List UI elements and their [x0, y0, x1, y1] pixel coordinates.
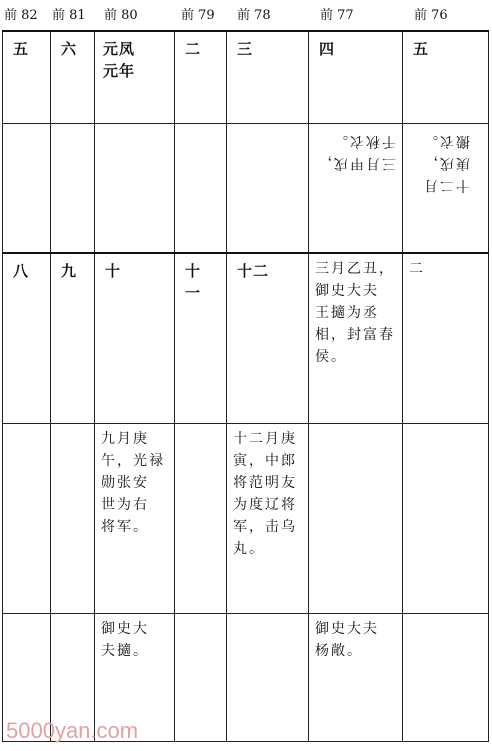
reign-year-label: 九 — [61, 262, 78, 280]
reign-year-label: 八 — [13, 262, 30, 280]
reign-year-cell — [95, 31, 175, 123]
event-cell — [3, 123, 51, 253]
reign-year-cell — [51, 31, 95, 123]
year-header-2: 前 81 — [52, 8, 86, 23]
reign-year-label: 五 — [413, 40, 430, 58]
event-cell — [51, 423, 95, 613]
reign-year-cell — [51, 253, 95, 423]
reign-year-cell — [95, 253, 175, 423]
event-entry: 御史大 夫擿。 — [101, 620, 149, 659]
event-cell — [403, 423, 489, 613]
site-watermark: 5000yan.com — [6, 718, 139, 743]
year-header-4: 前 79 — [181, 8, 215, 23]
reign-year-label: 四 — [319, 40, 336, 58]
chronology-table — [2, 30, 489, 742]
event-entry: 三月乙丑， 御史大夫 王擿为丞 相，封富春 侯。 — [315, 261, 395, 365]
reign-year-label: 二 — [409, 261, 425, 277]
event-cell — [309, 613, 403, 741]
event-entry: 十二月庚 寅，中郎 将范明友 为度辽将 军，击乌 丸。 — [233, 430, 297, 557]
event-cell — [175, 613, 227, 741]
reign-year-label: 六 — [61, 40, 78, 58]
reign-year-cell — [175, 31, 227, 123]
reign-year-cell — [403, 253, 489, 423]
event-cell — [227, 423, 309, 613]
event-cell — [309, 253, 403, 423]
reign-year-label: 十二 — [237, 262, 270, 280]
rotated-entry: 三月甲戌， 千秋衣。 — [315, 132, 396, 171]
year-header-7: 前 76 — [414, 8, 448, 23]
reign-year-cell — [403, 31, 489, 123]
event-entry: 御史大夫 杨敞。 — [315, 620, 379, 659]
event-cell — [403, 613, 489, 741]
rotated-wrap — [309, 124, 402, 174]
event-cell — [227, 123, 309, 253]
reign-year-label: 十 — [105, 262, 122, 280]
year-header-3: 前 80 — [104, 8, 138, 23]
reign-year-cell — [227, 253, 309, 423]
event-cell — [51, 123, 95, 253]
reign-year-label: 十一 — [185, 262, 202, 302]
rotated-entry: 十二月 庚戌， 搬衣。 — [421, 132, 470, 193]
reign-year-cell — [227, 31, 309, 123]
event-cell — [227, 613, 309, 741]
reign-year-label: 二 — [185, 40, 202, 58]
reign-year-cell — [3, 253, 51, 423]
reign-year-cell — [3, 31, 51, 123]
event-cell — [3, 423, 51, 613]
reign-year-cell — [309, 31, 403, 123]
event-cell — [95, 123, 175, 253]
reign-year-label: 五 — [13, 40, 30, 58]
event-cell — [309, 423, 403, 613]
table-row — [3, 253, 489, 423]
event-cell — [175, 123, 227, 253]
table-row — [3, 31, 489, 123]
table-row — [3, 123, 489, 253]
event-cell — [403, 123, 489, 253]
event-cell — [175, 423, 227, 613]
table-row — [3, 423, 489, 613]
event-entry: 九月庚 午，光禄 勋张安 世为右 将军。 — [101, 430, 165, 535]
year-header-1: 前 82 — [4, 8, 38, 23]
year-header-5: 前 78 — [237, 8, 271, 23]
reign-year-cell — [175, 253, 227, 423]
event-cell — [309, 123, 403, 253]
year-header-6: 前 77 — [320, 8, 354, 23]
rotated-wrap — [403, 124, 488, 196]
reign-era-label: 元凤 元年 — [103, 40, 136, 80]
event-cell — [95, 423, 175, 613]
reign-year-label: 三 — [237, 40, 254, 58]
